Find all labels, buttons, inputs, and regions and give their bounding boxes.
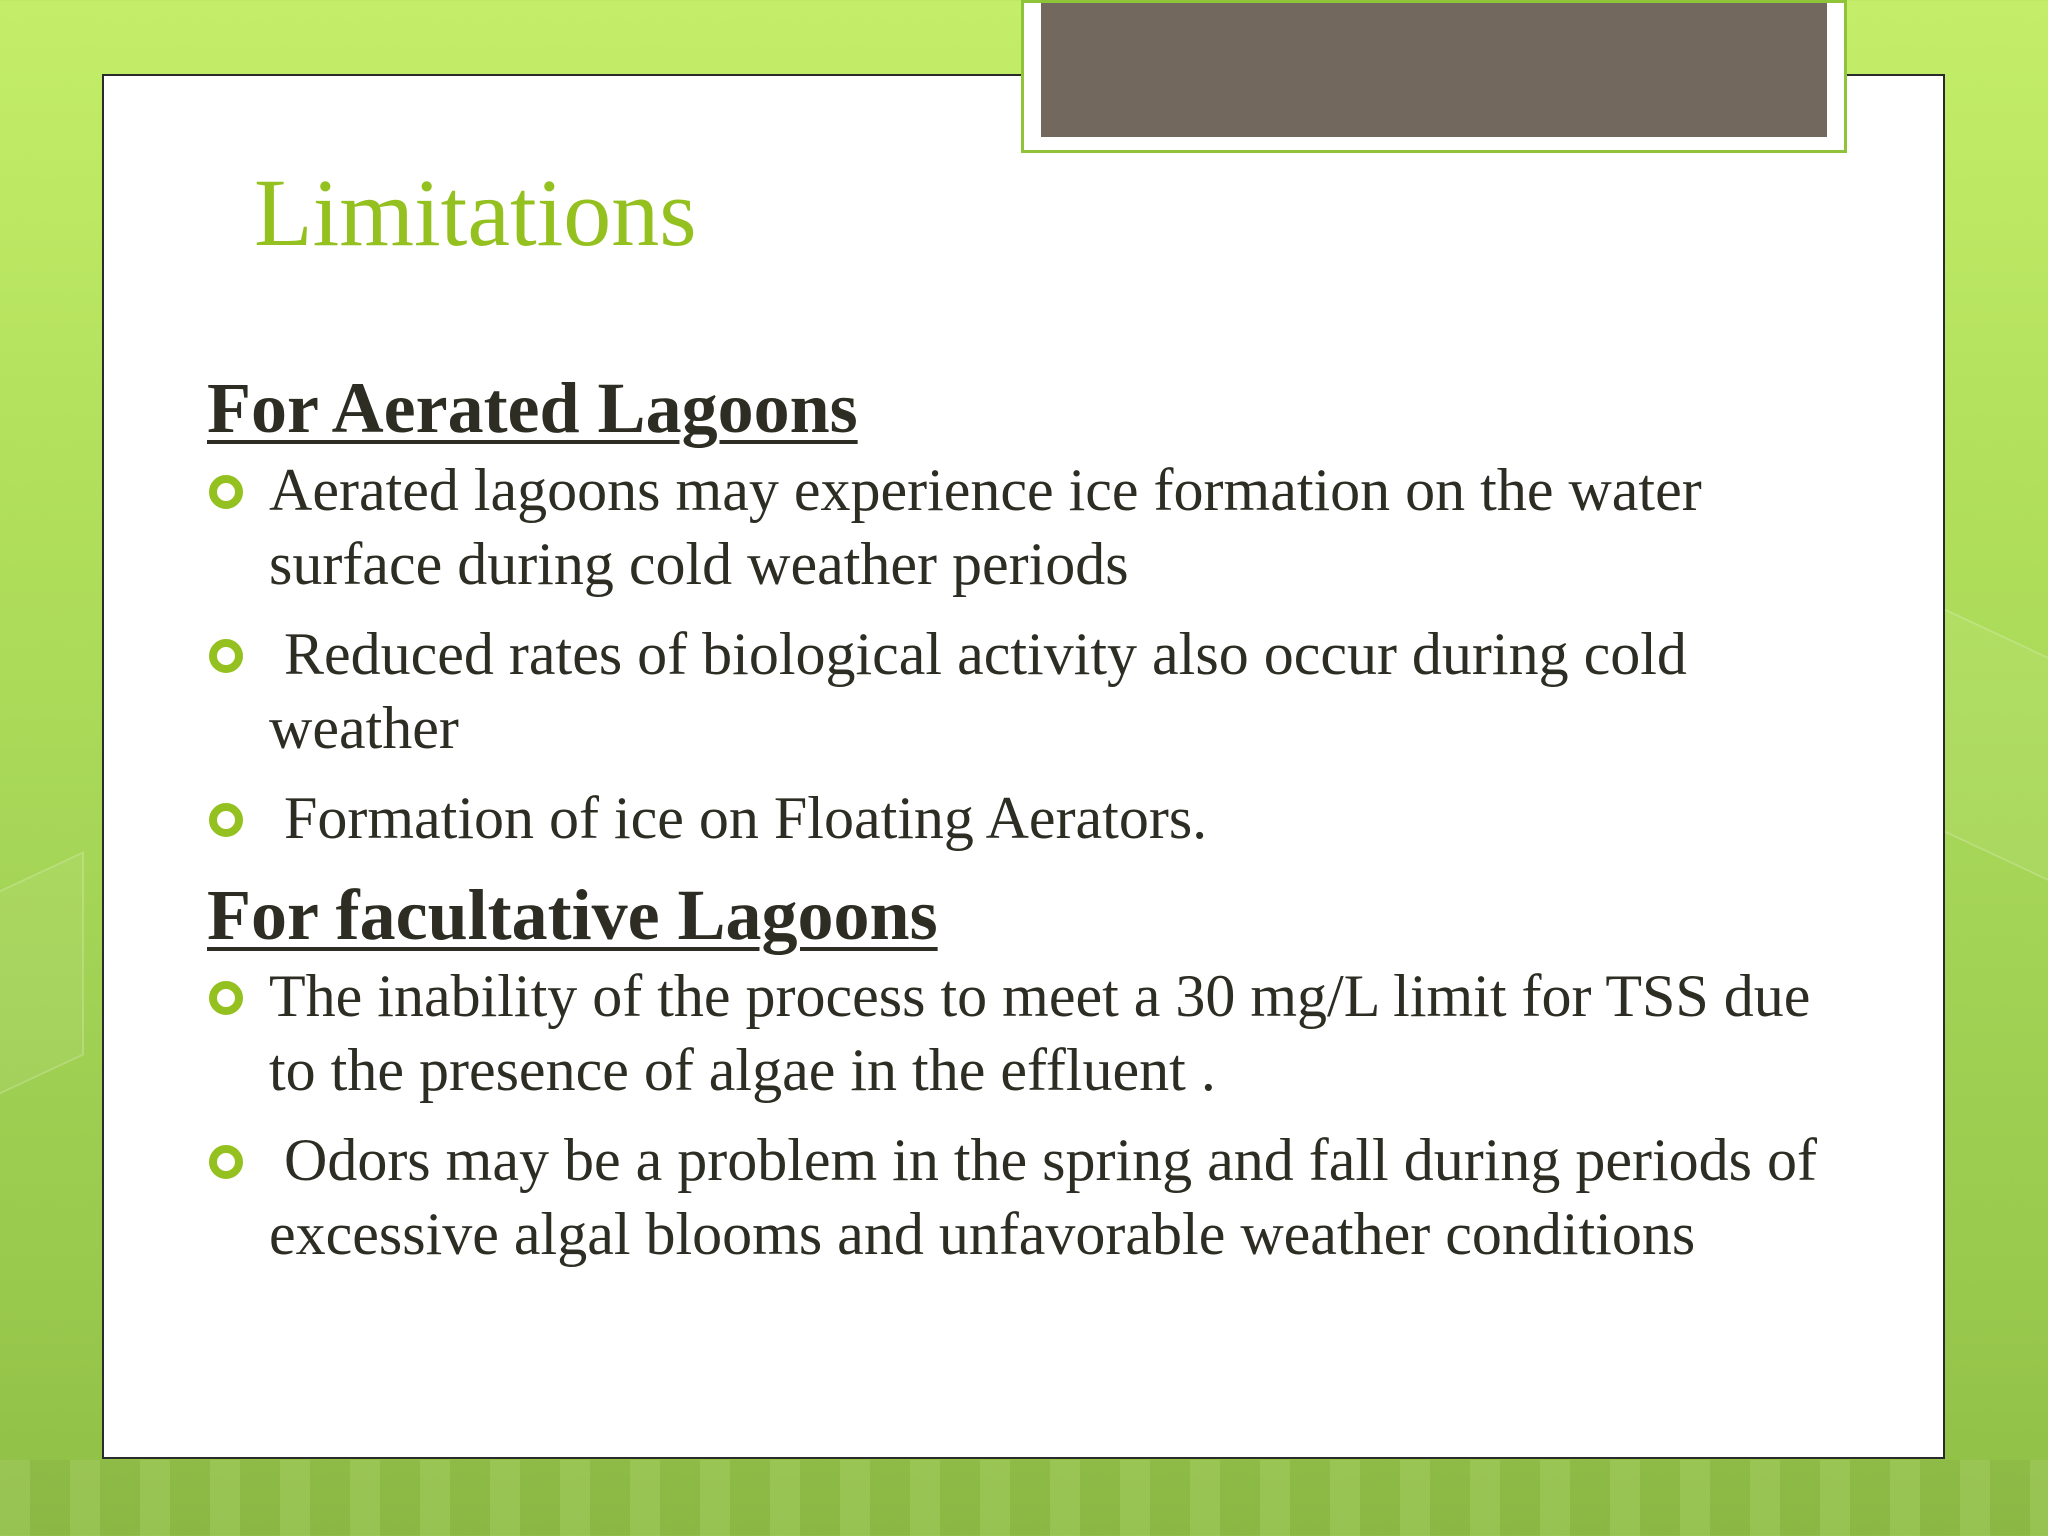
title-tab-frame [1021, 0, 1847, 153]
bullet-text: Odors may be a problem in the spring and fall during periods of excessive algal blooms and unfavorable weather conditions [269, 1127, 1832, 1268]
list-item [207, 453, 1827, 601]
ring-bullet-icon [209, 475, 243, 509]
list-item [207, 1123, 1832, 1271]
slide-title: Limitations [254, 159, 697, 266]
list-item [207, 781, 1827, 855]
bullet-list-facultative [207, 959, 1832, 1271]
ring-bullet-icon [209, 803, 243, 837]
ring-bullet-icon [209, 981, 243, 1015]
section-heading-facultative: For facultative Lagoons [207, 874, 938, 955]
slide-body [207, 368, 1832, 1287]
list-item [207, 617, 1827, 765]
bullet-text: The inability of the process to meet a 30 mg/L limit for TSS due to the presence of algae in the effluent . [269, 963, 1811, 1104]
background-stripes [0, 1460, 2048, 1536]
list-item [207, 959, 1827, 1107]
bullet-text: Aerated lagoons may experience ice formation on the water surface during cold weather periods [269, 456, 1702, 597]
background-shape-left [0, 851, 84, 1113]
ring-bullet-icon [209, 1145, 243, 1179]
ring-bullet-icon [209, 639, 243, 673]
background-shape-right [1940, 606, 2048, 897]
section-heading-aerated: For Aerated Lagoons [207, 368, 858, 448]
bullet-list-aerated [207, 453, 1827, 855]
bullet-text: Reduced rates of biological activity also occur during cold weather [269, 620, 1702, 761]
bullet-text: Formation of ice on Floating Aerators. [269, 784, 1208, 851]
title-tab-fill [1041, 3, 1827, 137]
